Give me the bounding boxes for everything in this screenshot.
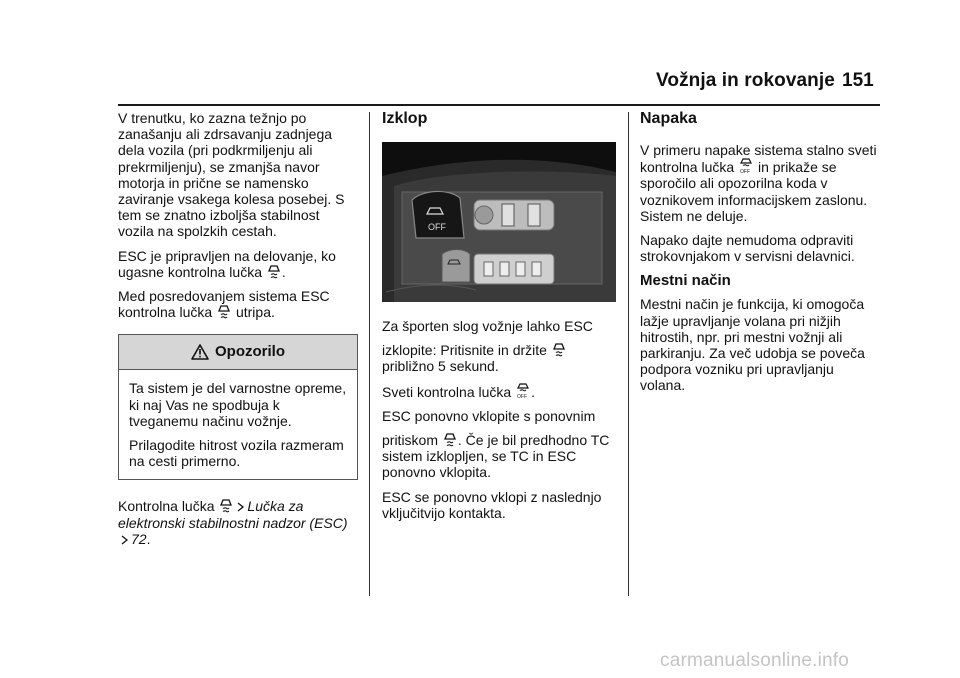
esc-skid-icon xyxy=(553,343,565,357)
paragraph: ESC ponovno vklopite s ponovnim xyxy=(382,407,596,424)
esc-off-icon xyxy=(740,158,752,174)
paragraph: V primeru napake sistema stalno sveti kontrolna lučka OFF in prikaže se sporočilo ali opozorilna koda v voznikovem informacijskem zaslonu. Sistem ne deluje. xyxy=(640,142,877,224)
paragraph: ESC se ponovno vklopi z naslednjo vključitvijo kontakta. xyxy=(382,488,602,521)
watermark: carmanualsonline.info xyxy=(660,650,850,671)
section-heading: Izklop xyxy=(382,110,428,127)
paragraph: Napako dajte nemudoma odpraviti strokovnjakom v servisni delavnici. xyxy=(640,232,855,265)
page-number: 151 xyxy=(842,70,874,91)
column-divider xyxy=(628,112,629,596)
esc-skid-icon xyxy=(444,433,456,447)
header-divider xyxy=(118,104,880,106)
header-title: Vožnja in rokovanje xyxy=(656,70,835,91)
paragraph: ESC je pripravljen na delovanje, ko ugasne kontrolna lučka . xyxy=(118,247,336,280)
page-reference-icon xyxy=(236,501,245,513)
warning-header xyxy=(119,335,357,370)
cross-reference-page[interactable]: 72 xyxy=(131,530,147,547)
paragraph: pritiskom . Če je bil predhodno TC sistem izklopljen, se TC in ESC ponovno vklopita. xyxy=(382,432,610,481)
cross-reference: Kontrolna lučka Lučka za elektronski stabilnostni nadzor (ESC) 72. xyxy=(118,498,348,547)
paragraph: Za športen slog vožnje lahko ESC xyxy=(382,318,593,334)
paragraph: V trenutku, ko zazna težnjo po zanašanju ali zdrsavanju zadnjega dela vozila (pri podkrmiljenju ali prekrmiljenju), se zmanjša navor motorja in prične se namensko zaviranje vsakega kolesa posebej. S tem se znatno izboljša stabilnost vozila na spolzkih cestah. xyxy=(118,110,345,240)
paragraph: Mestni način je funkcija, ki omogoča lažje upravljanje volana pri nižjih hitrostih, npr. pri mestni vožnji ali parkiranju. Za več udobja se poveča podpora vozniku pri upravljanju volana. xyxy=(640,296,865,394)
esc-skid-icon xyxy=(268,265,280,279)
column-2 xyxy=(382,110,622,529)
esc-skid-icon xyxy=(220,499,232,513)
section-heading: Napaka xyxy=(640,110,697,127)
warning-text: Ta sistem je del varnostne opreme, ki naj Vas ne spodbuja k tveganemu načinu vožnje. xyxy=(129,380,347,429)
section-heading: Mestni način xyxy=(640,272,731,290)
paragraph: Sveti kontrolna lučka OFF . xyxy=(382,383,535,400)
column-3 xyxy=(640,110,880,402)
switch-off-label: OFF xyxy=(428,222,446,232)
warning-triangle-icon xyxy=(191,344,209,360)
warning-title: Opozorilo xyxy=(215,343,285,361)
warning-box xyxy=(118,334,358,480)
svg-text:OFF: OFF xyxy=(740,169,751,175)
page-reference-icon xyxy=(120,534,129,546)
warning-text: Prilagodite hitrost vozila razmeram na cesti primerno. xyxy=(129,437,344,470)
esc-skid-icon xyxy=(218,305,230,319)
esc-switch-photo xyxy=(382,142,616,302)
paragraph: Med posredovanjem sistema ESC kontrolna lučka utripa. xyxy=(118,288,330,321)
column-divider xyxy=(369,112,370,596)
column-1 xyxy=(118,110,358,555)
svg-text:OFF: OFF xyxy=(517,393,528,399)
paragraph: izklopite: Pritisnite in držite približno 5 sekund. xyxy=(382,342,622,374)
cross-reference-link[interactable]: Lučka za elektronski stabilnostni nadzor (ESC) xyxy=(118,498,348,531)
esc-off-icon xyxy=(517,383,529,399)
